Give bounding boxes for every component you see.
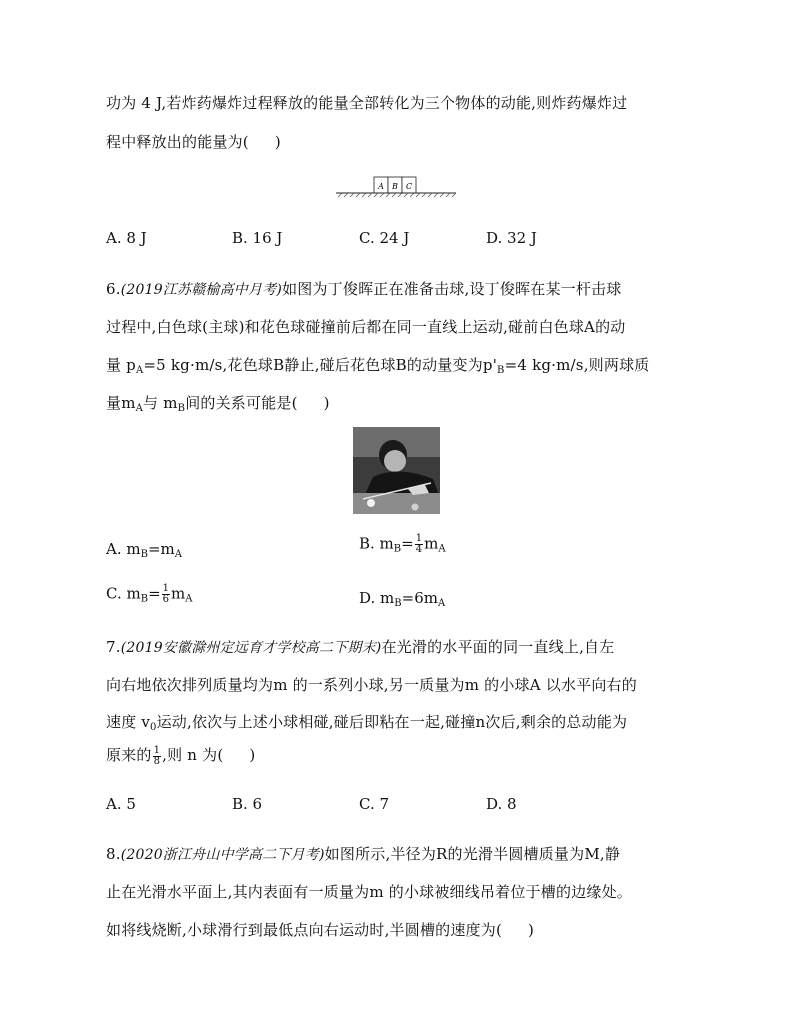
opt-c-mid: = xyxy=(148,584,161,603)
opt-c-num: 1 xyxy=(162,583,170,594)
opt-c-pre: C. m xyxy=(106,584,141,603)
q7-line-4-a: 原来的 xyxy=(106,746,152,764)
q6-line-2: 过程中,白色球(主球)和花色球碰撞前后都在同一直线上运动,碰前白色球A的动 xyxy=(106,318,626,336)
opt-b-post: m xyxy=(424,534,439,553)
opt-b-fraction xyxy=(415,534,423,555)
q7-num: 1 xyxy=(153,744,161,756)
q5-line-2-text: 程中释放出的能量为( xyxy=(106,133,249,151)
q8-source: (2020浙江舟山中学高二下月考) xyxy=(120,847,325,863)
q7-line-4 xyxy=(106,744,255,767)
q7-line-3-b: 运动,依次与上述小球相碰,碰后即粘在一起,碰撞n次后,剩余的总动能为 xyxy=(156,713,628,731)
q7-line-3-a: 速度 v xyxy=(106,713,151,731)
abc-blocks-diagram xyxy=(336,175,456,201)
opt-d-pre: D. m xyxy=(359,589,395,607)
q5-line-1: 功为 4 J,若炸药爆炸过程释放的能量全部转化为三个物体的动能,则炸药爆炸过 xyxy=(106,94,628,112)
q7-line-1 xyxy=(106,636,614,657)
opt-b-sub1: B xyxy=(393,543,402,555)
q6-line-3-sub2: B xyxy=(497,365,505,376)
q7-line-1-text: 在光滑的水平面的同一直线上,自左 xyxy=(381,638,615,656)
opt-d-mid: =6m xyxy=(401,589,438,607)
opt-a-sub1: B xyxy=(140,549,148,560)
opt-b-sub2: A xyxy=(438,543,446,555)
q5-line-2 xyxy=(106,131,281,152)
q6-option-c[interactable] xyxy=(106,584,192,605)
opt-a-mid: =m xyxy=(147,540,175,558)
q8-line-3-end: ) xyxy=(528,921,535,939)
q7-fraction xyxy=(153,746,162,767)
q6-option-a[interactable] xyxy=(106,540,182,560)
q6-line-3-c: =4 kg·m/s,则两球质 xyxy=(504,356,650,374)
q7-option-d[interactable]: D. 8 xyxy=(486,795,517,813)
q5-option-a[interactable]: A. 8 J xyxy=(106,229,147,247)
q7-option-b[interactable]: B. 6 xyxy=(232,795,263,813)
q7-option-c[interactable]: C. 7 xyxy=(359,795,390,813)
q7-number: 7. xyxy=(106,638,121,656)
q6-line-4 xyxy=(106,392,330,414)
opt-c-sub2: A xyxy=(185,593,193,605)
q8-line-3 xyxy=(106,919,534,940)
q6-line-4-end: ) xyxy=(323,394,330,412)
photo-illustration xyxy=(353,427,440,514)
opt-b-mid: = xyxy=(401,534,414,553)
q6-line-4-a: 量m xyxy=(106,394,136,412)
q7-line-4-end: ) xyxy=(249,746,256,764)
q6-number: 6. xyxy=(106,280,121,298)
q8-line-3-text: 如将线烧断,小球滑行到最低点向右运动时,半圆槽的速度为( xyxy=(106,921,502,939)
q6-line-3-sub1: A xyxy=(135,365,144,376)
q6-line-4-c: 间的关系可能是( xyxy=(185,394,298,412)
opt-a-sub2: A xyxy=(174,549,182,560)
q8-line-2: 止在光滑水平面上,其内表面有一质量为m 的小球被细线吊着位于槽的边缘处。 xyxy=(106,883,632,901)
opt-b-num: 1 xyxy=(415,533,423,544)
q7-source: (2019安徽滁州定远育才学校高二下期末) xyxy=(120,640,382,656)
q7-line-2: 向右地依次排列质量均为m 的一系列小球,另一质量为m 的小球A 以水平向右的 xyxy=(106,676,637,694)
opt-c-den: 6 xyxy=(162,594,170,605)
q6-line-3-a: 量 p xyxy=(106,356,136,374)
opt-b-pre: B. m xyxy=(359,534,394,553)
opt-c-fraction xyxy=(162,584,170,605)
q6-option-d[interactable] xyxy=(359,589,445,609)
q8-number: 8. xyxy=(106,845,121,863)
q6-source: (2019江苏赣榆高中月考) xyxy=(120,282,283,298)
q6-line-1-text: 如图为丁俊晖正在准备击球,设丁俊晖在某一杆击球 xyxy=(282,280,622,298)
q8-line-1-text: 如图所示,半径为R的光滑半圆槽质量为M,静 xyxy=(324,845,621,863)
opt-d-sub2: A xyxy=(437,598,446,609)
q7-line-3 xyxy=(106,711,627,733)
opt-c-sub1: B xyxy=(140,593,149,605)
q5-line-2-end: ) xyxy=(274,133,281,151)
q6-line-4-b: 与 m xyxy=(143,394,178,412)
q7-option-a[interactable]: A. 5 xyxy=(106,795,136,813)
q5-option-d[interactable]: D. 32 J xyxy=(486,229,537,247)
q8-line-1 xyxy=(106,843,620,864)
block-b-label: B xyxy=(392,182,398,191)
q7-den: 8 xyxy=(153,755,161,767)
ground-hatch xyxy=(338,193,456,197)
opt-c-post: m xyxy=(171,584,186,603)
opt-b-den: 4 xyxy=(415,544,423,555)
opt-d-sub1: B xyxy=(394,598,402,609)
q6-line-4-sub2: B xyxy=(177,403,186,414)
q7-line-3-sub: 0 xyxy=(150,722,157,733)
q6-line-4-sub1: A xyxy=(135,403,144,414)
q6-option-b[interactable] xyxy=(359,534,446,555)
billiards-player-photo xyxy=(353,427,440,514)
q5-option-c[interactable]: C. 24 J xyxy=(359,229,410,247)
q6-line-3-b: =5 kg·m/s,花色球B静止,碰后花色球B的动量变为p' xyxy=(143,356,498,374)
q7-line-4-b: ,则 n 为( xyxy=(162,746,224,764)
q6-line-1 xyxy=(106,278,621,299)
block-c-label: C xyxy=(405,182,413,191)
block-a-label: A xyxy=(378,182,384,191)
q6-line-3 xyxy=(106,354,649,376)
q5-option-b[interactable]: B. 16 J xyxy=(232,229,283,247)
opt-a-pre: A. m xyxy=(106,540,141,558)
